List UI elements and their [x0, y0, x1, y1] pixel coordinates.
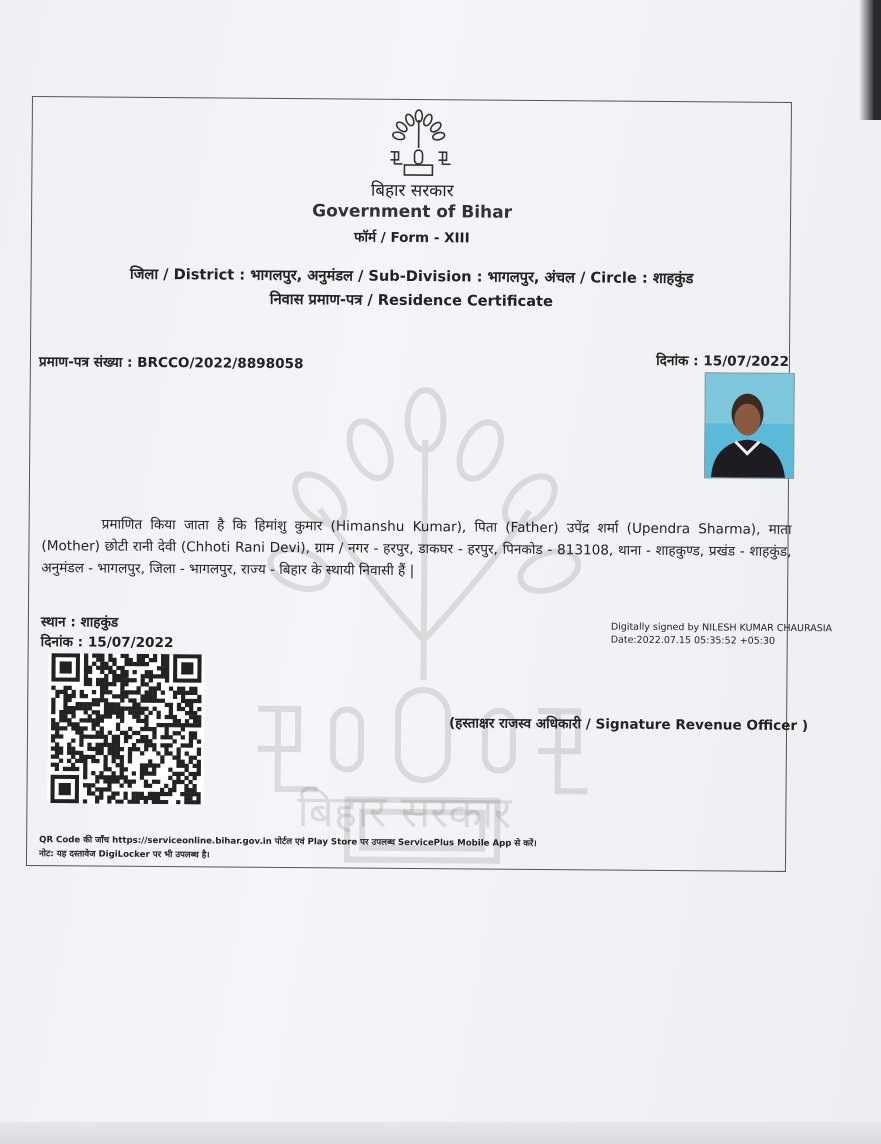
qr-verification-note: QR Code की जाँच https://serviceonline.bihar.gov.in पोर्टल एवं Play Store पर उपलब्ध ServicePlus Mobile App से करें। — [39, 835, 537, 849]
certification-text — [41, 513, 791, 585]
certificate-number: प्रमाण-पत्र संख्या : BRCCO/2022/8898058 — [38, 354, 304, 373]
jurisdiction-line: जिला / District : भागलपुर, अनुमंडल / Sub-Division : भागलपुर, अंचल / Circle : शाहकुंड — [129, 265, 694, 288]
place-label: स्थान : शाहकुंड — [40, 614, 119, 631]
watermark-text: बिहार सरकार — [297, 786, 512, 839]
applicant-photo — [704, 372, 795, 479]
digital-signature-date: Date:2022.07.15 05:35:52 +05:30 — [610, 634, 776, 647]
background-edge — [859, 0, 881, 120]
qr-code-icon — [47, 653, 204, 804]
digital-signature-name: Digitally signed by NILESH KUMAR CHAURASIA — [610, 621, 833, 635]
footer-date: दिनांक : 15/07/2022 — [40, 634, 174, 652]
form-number: फॉर्म / Form - XIII — [354, 229, 470, 247]
certificate-frame — [26, 96, 833, 872]
signature-label: (हस्ताक्षर राजस्व अधिकारी / Signature Revenue Officer ) — [448, 715, 809, 735]
digilocker-note: नोट: यह दस्तावेज DigiLocker पर भी उपलब्ध है। — [39, 849, 210, 861]
issue-date: दिनांक : 15/07/2022 — [656, 352, 789, 370]
certificate-title: निवास प्रमाण-पत्र / Residence Certificate — [269, 290, 554, 311]
certification-body: प्रमाणित किया जाता है कि हिमांशु कुमार (Himanshu Kumar), पिता (Father) उपेंद्र शर्मा (Upendra Sharma), माता (Mother) छोटी रानी देवी (Chhoti Rani Devi), ग्राम / नगर - हरपुर, डाकघर - हरपुर, पिनकोड - 813108, थाना - शाहकुण्ड, प्रखंड - शाहकुंड, अनुमंडल - भागलपुर, जिला - भागलपुर, राज्य - बिहार के स्थायी निवासी हैं | — [41, 516, 792, 580]
page-fold — [0, 1122, 881, 1144]
gov-title-hindi: बिहार सरकार — [370, 180, 454, 202]
bihar-emblem-icon — [382, 108, 455, 179]
gov-title-english: Government of Bihar — [312, 201, 513, 223]
